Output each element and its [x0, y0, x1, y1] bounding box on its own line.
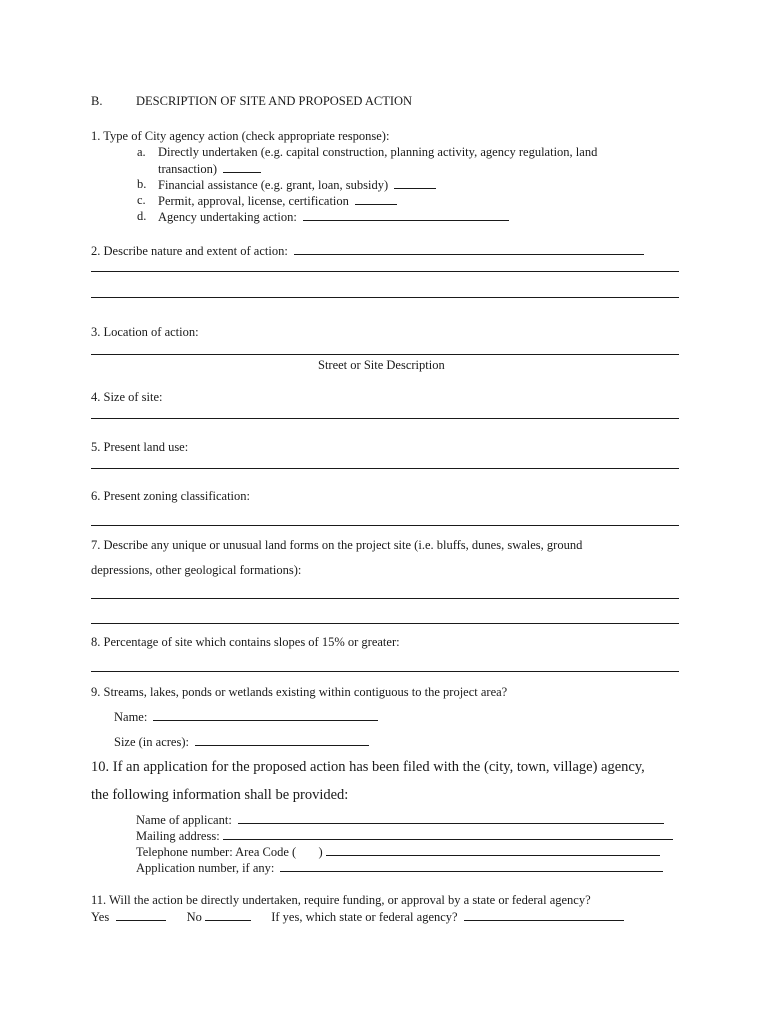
q11-which-blank[interactable]	[464, 909, 624, 921]
q9-size-label: Size (in acres):	[114, 735, 189, 749]
q1-b-line	[158, 177, 436, 193]
q1-d-text: Agency undertaking action:	[158, 210, 297, 224]
q8-blank-line[interactable]	[91, 671, 679, 672]
q1-c-blank[interactable]	[355, 193, 397, 205]
q10-line-2: the following information shall be provided:	[91, 787, 349, 803]
q10-phone-blank[interactable]	[326, 844, 660, 856]
q1-a-letter: a.	[137, 145, 146, 159]
q7-blank-line-2[interactable]	[91, 623, 679, 624]
q9-text: 9. Streams, lakes, ponds or wetlands existing within contiguous to the project area?	[91, 685, 508, 699]
q9-name-line	[114, 709, 378, 725]
q1-b-letter: b.	[137, 177, 147, 191]
q11-text: 11. Will the action be directly undertaken, require funding, or approval by a state or federal agency?	[91, 893, 591, 907]
q10-appnum-blank[interactable]	[280, 860, 663, 872]
q1-c-text: Permit, approval, license, certification	[158, 194, 349, 208]
q10-applicant-line	[136, 812, 664, 828]
q1-a-text: Directly undertaken (e.g. capital construction, planning activity, agency regulation, land	[158, 145, 598, 159]
q2-blank-line-1[interactable]	[91, 271, 679, 272]
q11-no-blank[interactable]	[205, 909, 251, 921]
q1-b-text: Financial assistance (e.g. grant, loan, subsidy)	[158, 178, 389, 192]
q3-caption: Street or Site Description	[318, 358, 445, 372]
q6-blank-line[interactable]	[91, 525, 679, 526]
q4-blank-line[interactable]	[91, 418, 679, 419]
q10-phone-line	[136, 844, 660, 860]
q10-mailing-blank[interactable]	[223, 828, 673, 840]
q9-name-label: Name:	[114, 710, 148, 724]
q1-c-line	[158, 193, 397, 209]
section-title: DESCRIPTION OF SITE AND PROPOSED ACTION	[136, 94, 413, 108]
q10-mailing-line	[136, 828, 673, 844]
q11-yes-label: Yes	[91, 910, 110, 924]
q1-d-letter: d.	[137, 209, 147, 223]
q1-d-blank[interactable]	[303, 209, 509, 221]
q10-applicant-blank[interactable]	[238, 812, 664, 824]
q1-a-blank[interactable]	[223, 161, 261, 173]
q2-blank-inline[interactable]	[294, 243, 644, 255]
q2-text: 2. Describe nature and extent of action:	[91, 244, 288, 258]
q8-text: 8. Percentage of site which contains slopes of 15% or greater:	[91, 635, 400, 649]
q9-size-line	[114, 734, 369, 750]
q11-no-label: No	[186, 910, 202, 924]
q10-appnum-line	[136, 860, 663, 876]
q1-a-cont: transaction)	[158, 162, 218, 176]
q2-blank-line-2[interactable]	[91, 297, 679, 298]
q4-text: 4. Size of site:	[91, 390, 163, 404]
q9-name-blank[interactable]	[153, 709, 378, 721]
q10-appnum-label: Application number, if any:	[136, 861, 275, 875]
q10-phone-label: Telephone number: Area Code (	[136, 845, 297, 859]
q7-blank-line-1[interactable]	[91, 598, 679, 599]
q6-text: 6. Present zoning classification:	[91, 489, 250, 503]
q1-text: 1. Type of City agency action (check appropriate response):	[91, 129, 390, 143]
q9-size-blank[interactable]	[195, 734, 369, 746]
q1-b-blank[interactable]	[394, 177, 436, 189]
q5-blank-line[interactable]	[91, 468, 679, 469]
q10-mailing-label: Mailing address:	[136, 829, 220, 843]
q10-applicant-label: Name of applicant:	[136, 813, 232, 827]
section-letter: B.	[91, 94, 103, 108]
q3-blank-line[interactable]	[91, 354, 679, 355]
q10-line-1: 10. If an application for the proposed action has been filed with the (city, town, village) agency,	[91, 759, 645, 775]
q10-phone-close: )	[318, 845, 323, 859]
q11-which-label: If yes, which state or federal agency?	[271, 910, 458, 924]
q11-yes-blank[interactable]	[116, 909, 166, 921]
q7-line-2: depressions, other geological formations):	[91, 563, 302, 577]
q5-text: 5. Present land use:	[91, 440, 189, 454]
q1-d-line	[158, 209, 509, 225]
q11-answer-line	[91, 909, 624, 925]
q7-line-1: 7. Describe any unique or unusual land forms on the project site (i.e. bluffs, dunes, swales, ground	[91, 538, 583, 552]
q1-a-line	[158, 161, 261, 177]
q3-text: 3. Location of action:	[91, 325, 199, 339]
q2-line	[91, 243, 644, 259]
q1-c-letter: c.	[137, 193, 146, 207]
